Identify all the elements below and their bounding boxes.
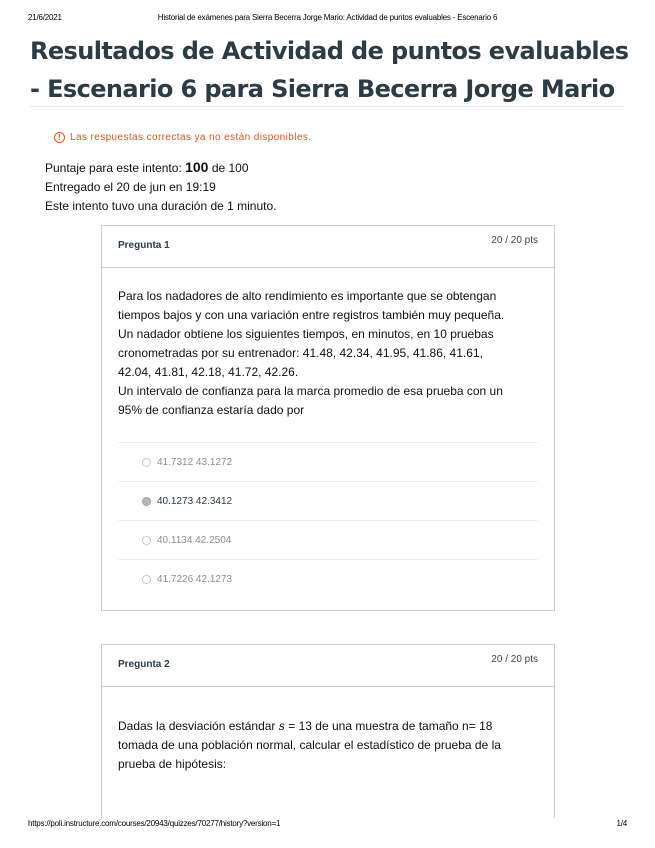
answer-option-selected[interactable] — [118, 482, 538, 521]
question-text-line: prueba de hipótesis: — [118, 757, 227, 771]
page-number: 1/4 — [616, 819, 627, 828]
question-2 — [101, 644, 555, 818]
radio-selected-icon[interactable] — [142, 497, 151, 506]
score-line — [45, 158, 277, 178]
print-header — [28, 13, 627, 27]
radio-icon[interactable] — [142, 458, 151, 467]
answer-label: 41.7312 43.1272 — [157, 456, 233, 468]
question-points: 20 / 20 pts — [491, 654, 538, 665]
math-variable: s — [278, 719, 285, 733]
page-title: Resultados de Actividad de puntos evaluables - Escenario 6 para Sierra Becerra Jorge Mario — [30, 37, 629, 103]
duration-line: Este intento tuvo una duración de 1 minuto. — [45, 199, 277, 213]
question-name: Pregunta 2 — [118, 659, 170, 670]
score-label: Puntaje para este intento: — [45, 161, 182, 175]
answer-label: 40.1273 42.3412 — [157, 495, 233, 507]
question-text — [102, 687, 554, 774]
question-header — [102, 226, 554, 268]
submitted-line: Entregado el 20 de jun en 19:19 — [45, 180, 216, 194]
answer-option[interactable] — [118, 521, 538, 560]
question-text-line: tiempos bajos y con una variación entre registros también muy pequeña. — [118, 308, 505, 322]
question-1 — [101, 225, 555, 611]
notice-text: Las respuestas correctas ya no están disponibles. — [70, 132, 312, 143]
question-name: Pregunta 1 — [118, 240, 170, 251]
answer-label: 41.7226 42.1273 — [157, 573, 233, 585]
print-footer — [28, 819, 627, 833]
score-value: 100 — [185, 159, 209, 175]
question-text-fragment: = 13 de una muestra de tamaño n= 18 — [284, 719, 493, 733]
answer-option[interactable] — [118, 443, 538, 482]
question-text-fragment: Dadas la desviación estándar — [118, 719, 279, 733]
answer-option[interactable] — [118, 560, 538, 598]
warning-circle-icon: ! — [54, 132, 65, 143]
question-text-line: 95% de confianza estaría dado por — [118, 403, 305, 417]
score-total: de 100 — [211, 161, 249, 175]
title-divider — [30, 106, 625, 107]
question-points: 20 / 20 pts — [491, 235, 538, 246]
question-text-line: Para los nadadores de alto rendimiento es importante que se obtengan — [118, 289, 497, 303]
print-date: 21/6/2021 — [28, 13, 62, 22]
question-text-line — [118, 717, 538, 736]
question-header — [102, 645, 554, 687]
answer-list — [118, 442, 538, 598]
radio-icon[interactable] — [142, 536, 151, 545]
radio-icon[interactable] — [142, 575, 151, 584]
answer-label: 40.1134 42.2504 — [157, 534, 232, 546]
question-text-line: 42.04, 41.81, 42.18, 41.72, 42.26. — [118, 365, 299, 379]
question-text-line: Un intervalo de confianza para la marca promedio de esa prueba con un — [118, 384, 503, 398]
question-text-line: tomada de una población normal, calcular el estadístico de prueba de la — [118, 738, 501, 752]
print-document-title: Historial de exámenes para Sierra Becerra Jorge Mario: Actividad de puntos evaluables - Escenario 6 — [157, 13, 498, 22]
question-text-line: Un nadador obtiene los siguientes tiempos, en minutos, en 10 pruebas — [118, 327, 494, 341]
print-url: https://poli.instructure.com/courses/20943/quizzes/70277/history?version=1 — [28, 819, 281, 828]
question-text — [102, 268, 554, 420]
answers-unavailable-notice — [54, 132, 311, 143]
question-text-line: cronometradas por su entrenador: 41.48, 42.34, 41.95, 41.86, 41.61, — [118, 346, 483, 360]
attempt-summary — [45, 158, 277, 216]
